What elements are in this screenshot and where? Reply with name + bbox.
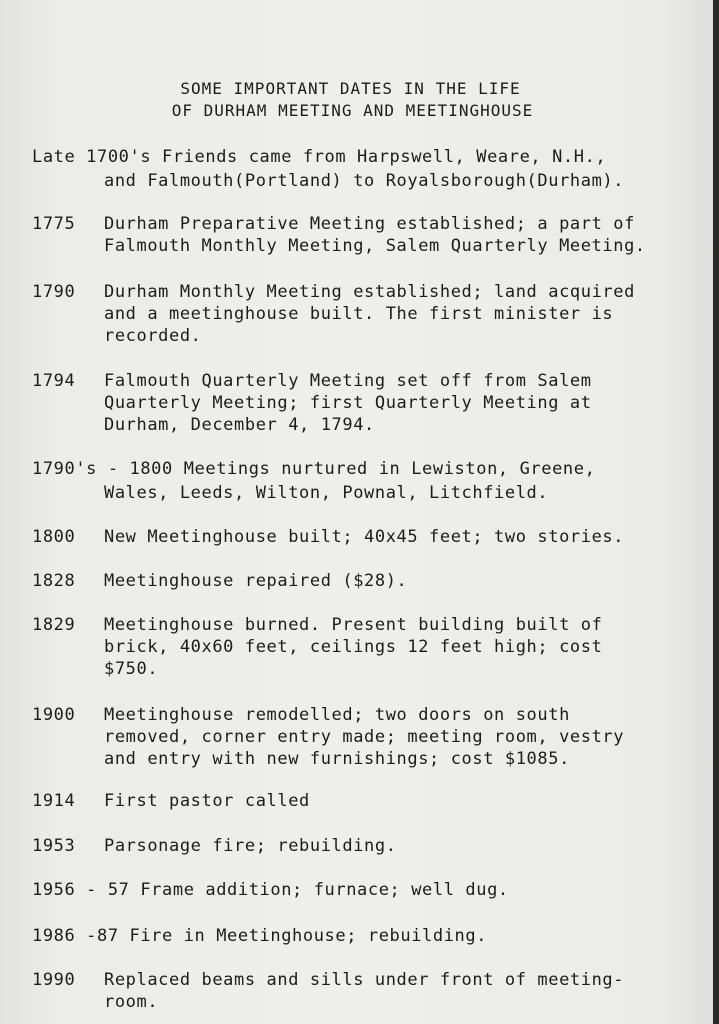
entry-text: Parsonage fire; rebuilding. — [104, 836, 397, 856]
entry-text: Meetinghouse burned. Present building built of brick, 40x60 feet, ceilings 12 feet high; cost $750. — [104, 615, 603, 679]
entry-date: 1829 — [32, 615, 76, 635]
entry-date: 1828 — [32, 571, 76, 591]
entry-date: 1794 — [32, 371, 76, 391]
entry-date: 1800 — [32, 527, 76, 547]
entry-date: 1953 — [32, 836, 76, 856]
document-title-line-2: OF DURHAM MEETING AND MEETINGHOUSE — [171, 101, 534, 120]
entry-text: New Meetinghouse built; 40x45 feet; two stories. — [104, 527, 625, 547]
entry-date: 1790 — [32, 282, 76, 302]
document-title-line-1: SOME IMPORTANT DATES IN THE LIFE — [180, 79, 521, 98]
entry-text: First pastor called — [104, 791, 310, 811]
entry-date: 1914 — [32, 791, 76, 811]
entry-date: 1900 — [32, 705, 76, 725]
entry-date: 1775 — [32, 214, 76, 234]
entry-text: Durham Preparative Meeting established; a part of Falmouth Monthly Meeting, Salem Quarterly Meeting. — [104, 214, 646, 256]
entry-text-continuation: Wales, Leeds, Wilton, Pownal, Litchfield. — [104, 483, 549, 503]
entry-text: Meetinghouse remodelled; two doors on south removed, corner entry made; meeting room, vestry and entry with new furnishings; cost $1085. — [104, 705, 625, 769]
entry-text-line: 1956 - 57 Frame addition; furnace; well dug. — [32, 880, 509, 900]
entry-text: Replaced beams and sills under front of meeting- room. — [104, 970, 625, 1012]
entry-text-line: Late 1700's Friends came from Harpswell, Weare, N.H., — [32, 147, 607, 167]
entry-text: Meetinghouse repaired ($28). — [104, 571, 408, 591]
entry-date: 1990 — [32, 970, 76, 990]
scan-edge — [713, 0, 719, 1024]
entry-text-line: 1790's - 1800 Meetings nurtured in Lewiston, Greene, — [32, 459, 596, 479]
entry-text: Durham Monthly Meeting established; land acquired and a meetinghouse built. The first minister is recorded. — [104, 282, 635, 346]
entry-text-continuation: and Falmouth(Portland) to Royalsborough(Durham). — [104, 171, 625, 191]
entry-text: Falmouth Quarterly Meeting set off from Salem Quarterly Meeting; first Quarterly Meeting at Durham, December 4, 1794. — [104, 371, 592, 435]
entry-text-line: 1986 -87 Fire in Meetinghouse; rebuilding. — [32, 926, 488, 946]
